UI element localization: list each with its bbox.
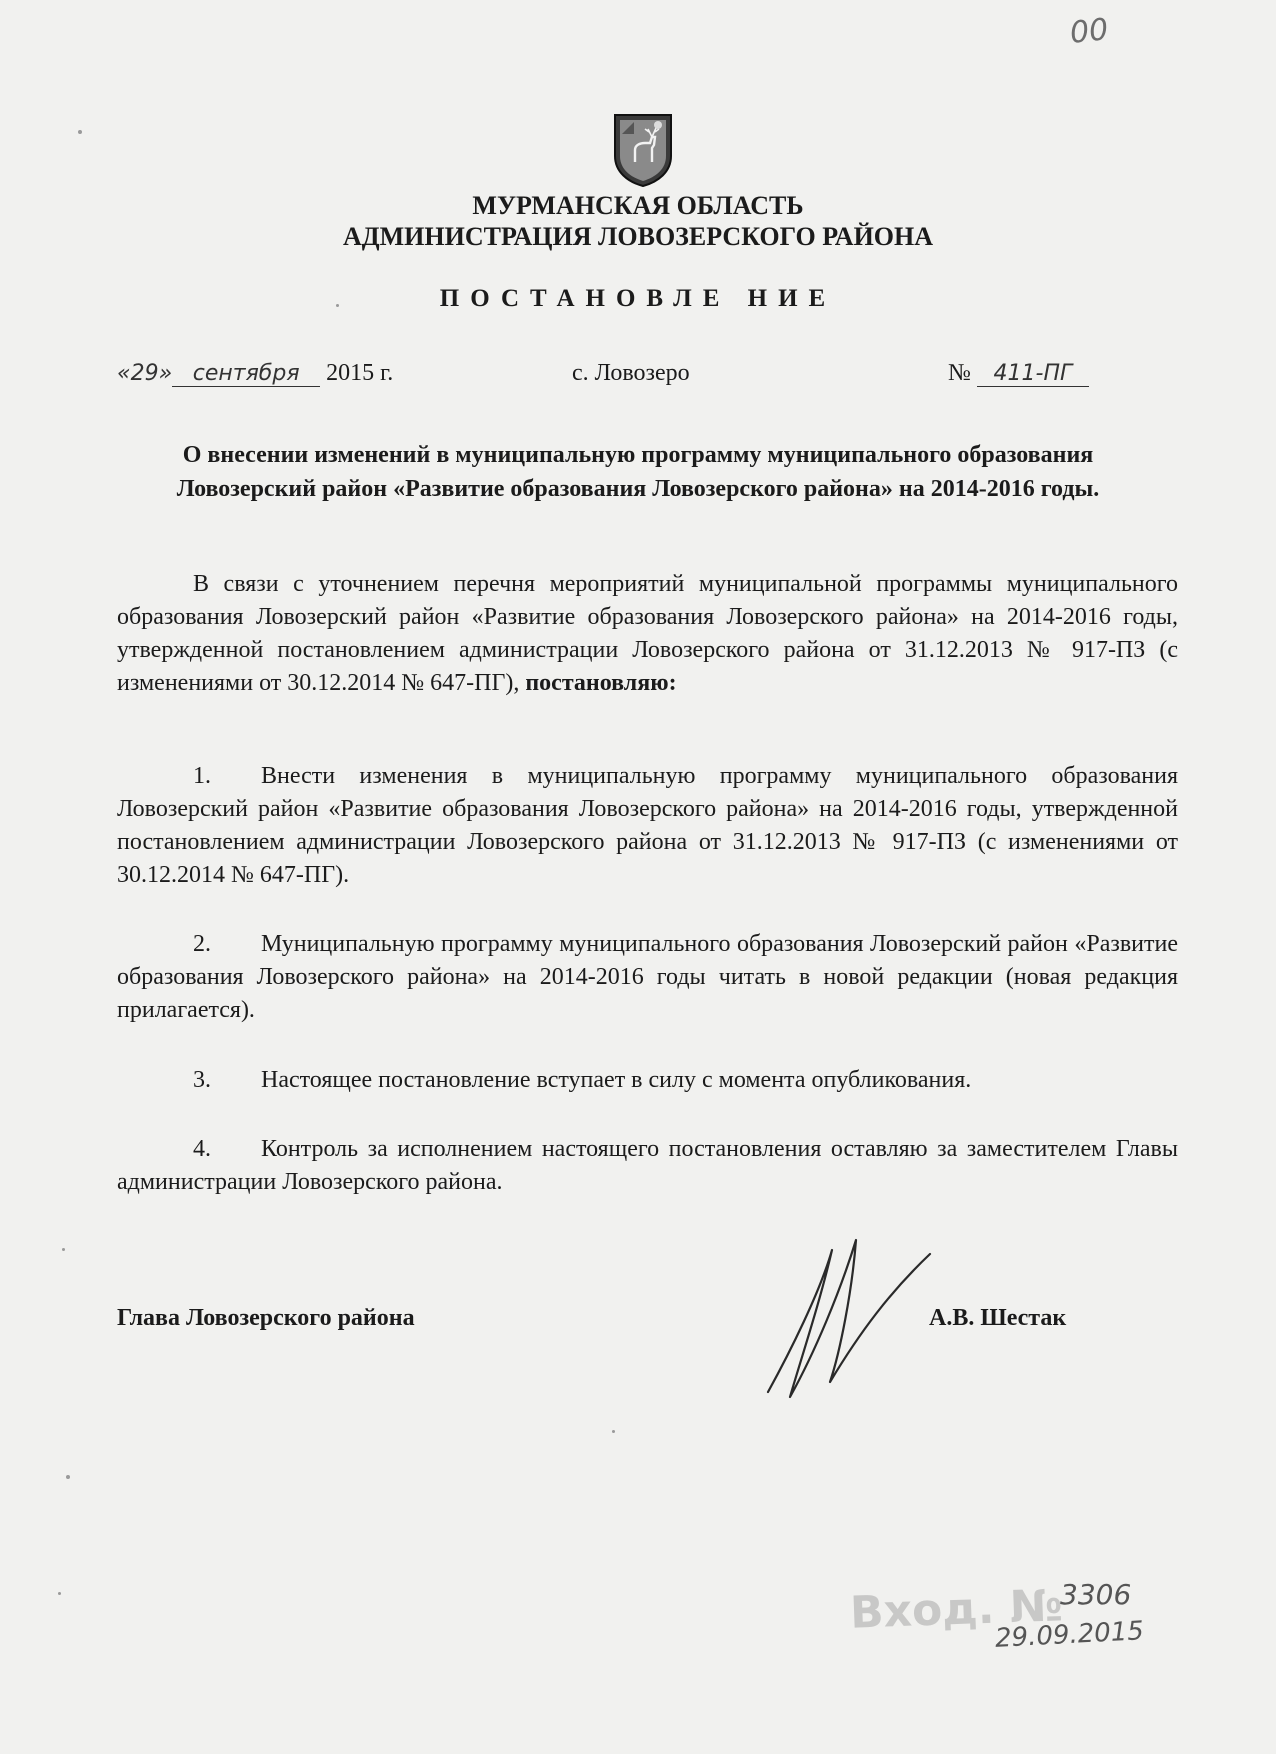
scan-speck bbox=[62, 1248, 65, 1251]
list-item bbox=[117, 1064, 1178, 1097]
list-item bbox=[117, 760, 1178, 892]
scan-speck bbox=[66, 1475, 70, 1479]
incoming-stamp-number: 3306 bbox=[1060, 1578, 1132, 1611]
document-type-title: ПОСТАНОВЛЕ НИЕ bbox=[439, 285, 837, 312]
incoming-stamp-date: 29.09.2015 bbox=[994, 1616, 1145, 1654]
list-item-text: Контроль за исполнением настоящего постановления оставляю за заместителем Главы администрации Ловозерского района. bbox=[117, 1136, 1178, 1195]
signatory-title: Глава Ловозерского района bbox=[117, 1305, 415, 1331]
list-item bbox=[117, 928, 1178, 1027]
list-item-number: 2. bbox=[193, 931, 211, 957]
number-sign: № bbox=[948, 360, 971, 386]
reindeer-crest-icon bbox=[612, 112, 674, 188]
list-item-text: Муниципальную программу муниципального образования Ловозерский район «Развитие образования Ловозерского района» на 2014-2016 годы читать в новой редакции (новая редакция прилагается). bbox=[117, 931, 1178, 1023]
handwritten-signature bbox=[760, 1232, 950, 1402]
document-date bbox=[117, 360, 393, 387]
handwritten-corner-mark: 00 bbox=[1068, 12, 1110, 51]
date-month: сентября bbox=[172, 361, 320, 387]
intro-paragraph bbox=[117, 568, 1178, 700]
list-item-text: Внести изменения в муниципальную программу муниципального образования Ловозерский район «Развитие образования Ловозерского района» на 2014-2016 годы, утвержденной постановлением администрации Ловозерского района от 31.12.2013 № 917-ПЗ (с изменениями от 30.12.2014 № 647-ПГ). bbox=[117, 763, 1178, 888]
list-item-number: 4. bbox=[193, 1136, 211, 1162]
decree-word: постановляю: bbox=[525, 670, 677, 696]
scan-speck bbox=[78, 130, 82, 134]
list-item-number: 3. bbox=[193, 1067, 211, 1093]
date-day: «29» bbox=[117, 361, 173, 386]
document-number bbox=[948, 360, 1089, 387]
scan-speck bbox=[58, 1592, 61, 1595]
list-item bbox=[117, 1133, 1178, 1199]
document-place: с. Ловозеро bbox=[572, 360, 690, 386]
signatory-name: А.В. Шестак bbox=[929, 1305, 1067, 1331]
list-item-number: 1. bbox=[193, 763, 211, 789]
scan-speck bbox=[612, 1430, 615, 1433]
document-subject: О внесении изменений в муниципальную программу муниципального образования Ловозерский район «Развитие образования Ловозерского района» на 2014-2016 годы. bbox=[176, 442, 1100, 502]
number-value: 411-ПГ bbox=[977, 361, 1089, 387]
date-year: 2015 г. bbox=[326, 360, 394, 386]
list-item-text: Настоящее постановление вступает в силу с момента опубликования. bbox=[261, 1067, 972, 1093]
intro-text: В связи с уточнением перечня мероприятий муниципальной программы муниципального образования Ловозерский район «Развитие образования Ловозерского района» на 2014-2016 годы, утвержденной постановлением администрации Ловозерского района от 31.12.2013 № 917-ПЗ (с изменениями от 30.12.2014 № 647-ПГ), bbox=[117, 571, 1178, 696]
administration-header: АДМИНИСТРАЦИЯ ЛОВОЗЕРСКОГО РАЙОНА bbox=[342, 222, 934, 251]
region-header: МУРМАНСКАЯ ОБЛАСТЬ bbox=[472, 191, 804, 220]
incoming-stamp-label: Вход. № bbox=[849, 1580, 1064, 1639]
